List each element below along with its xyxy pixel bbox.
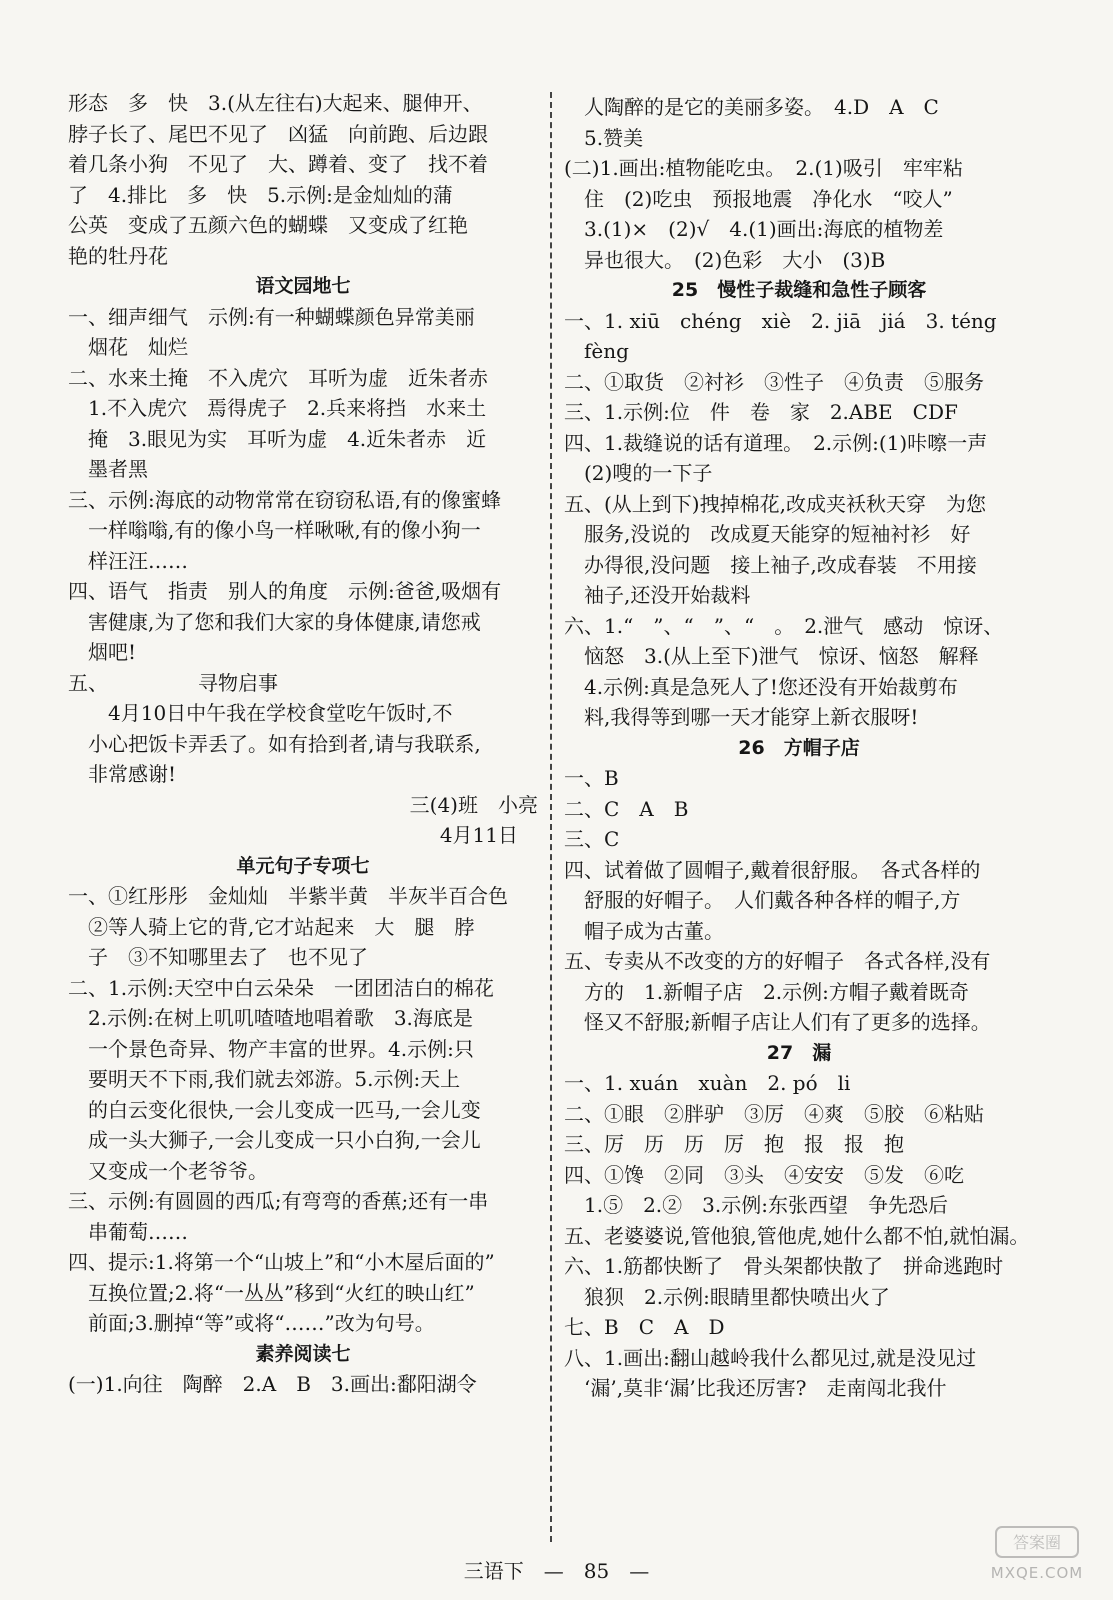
answer-line: 八、1.画出:翻山越岭我什么都见过,就是没见过 (564, 1345, 977, 1370)
answer-line: 一样嗡嗡,有的像小鸟一样啾啾,有的像小狗一 (68, 518, 481, 542)
answer-line: 舒服的好帽子。 人们戴各种各样的帽子,方 (564, 888, 961, 912)
section-heading: 单元句子专项七 (236, 854, 370, 877)
answer-line: 样汪汪…… (68, 548, 188, 573)
answer-line: 2.示例:在树上叽叽喳喳地唱着歌 3.海底是 (68, 1006, 473, 1030)
answer-line: 前面;3.删掉“等”或将“……”改为句号。 (68, 1311, 435, 1335)
answer-line: 二、C A B (564, 796, 689, 821)
answer-line: 了 4.排比 多 快 5.示例:是金灿灿的蒲 (68, 182, 453, 207)
answer-line: 成一头大狮子,一会儿变成一只小白狗,一会儿 (68, 1128, 481, 1152)
answer-line: 子 ③不知哪里去了 也不见了 (68, 945, 368, 969)
watermark-text: MXQE.COM (990, 1564, 1084, 1582)
answer-line: 一、细声细气 示例:有一种蝴蝶颜色异常美丽 (68, 304, 475, 329)
section-heading: 素养阅读七 (255, 1342, 351, 1365)
watermark-badge-icon (995, 1526, 1079, 1558)
answer-line: 三、1.示例:位 件 卷 家 2.ABE CDF (564, 400, 958, 424)
answer-line: 二、水来土掩 不入虎穴 耳听为虚 近朱者赤 (68, 365, 488, 390)
answer-line: 四、提示:1.将第一个“山坡上”和“小木屋后面的” (68, 1250, 495, 1274)
answer-line: 办得很,没问题 接上袖子,改成春装 不用接 (564, 552, 977, 577)
answer-line: (2)嗖的一下子 (564, 461, 713, 485)
answer-line: 艳的牡丹花 (68, 243, 168, 268)
answer-line: 串葡萄…… (68, 1219, 188, 1244)
answer-line: 五、老婆婆说,管他狼,管他虎,她什么都不怕,就怕漏。 (564, 1223, 1030, 1248)
answer-line: 公英 变成了五颜六色的蝴蝶 又变成了红艳 (68, 213, 468, 237)
answer-line: 烟花 灿烂 (68, 335, 188, 359)
answer-line: 烟吧! (68, 640, 137, 664)
answer-line: fèng (564, 339, 629, 363)
answer-line: 4月10日中午我在学校食堂吃午饭时,不 (68, 701, 453, 725)
answer-line: 六、1.筋都快断了 骨头架都快散了 拼命逃跑时 (564, 1254, 1004, 1278)
answer-line: 掩 3.眼见为实 耳听为虚 4.近朱者赤 近 (68, 426, 487, 451)
answer-line: 二、①取货 ②衬衫 ③性子 ④负责 ⑤服务 (564, 369, 984, 394)
right-column (564, 92, 1034, 1404)
answer-line: 小心把饭卡弄丢了。如有拾到者,请与我联系, (68, 731, 481, 756)
answer-line: 的白云变化很快,一会儿变成一匹马,一会儿变 (68, 1097, 481, 1122)
answer-line: 4.示例:真是急死人了!您还没有开始裁剪布 (564, 674, 958, 699)
answer-line: ②等人骑上它的背,它才站起来 大 腿 脖 (68, 914, 475, 939)
answer-line: 怪又不舒服;新帽子店让人们有了更多的选择。 (564, 1010, 991, 1034)
answer-line: 方的 1.新帽子店 2.示例:方帽子戴着既奇 (564, 979, 969, 1004)
answer-line: 1.⑤ 2.② 3.示例:东张西望 争先恐后 (564, 1193, 948, 1217)
page-footer: 三语下 — 85 — (463, 1559, 650, 1583)
answer-line: 墨者黑 (68, 457, 148, 481)
answer-line: 服务,没说的 改成夏天能穿的短袖衬衫 好 (564, 522, 971, 546)
answer-line: 五、专卖从不改变的方的好帽子 各式各样,没有 (564, 949, 991, 973)
answer-line: 非常感谢! (68, 762, 177, 786)
answer-line: 人陶醉的是它的美丽多姿。 4.D A C (564, 95, 939, 119)
answer-line: 恼怒 3.(从上至下)泄气 惊讶、恼怒 解释 (564, 644, 979, 668)
watermark-logo (977, 1526, 1097, 1582)
answer-line: 一个景色奇异、物产丰富的世界。4.示例:只 (68, 1036, 474, 1061)
answer-line: 狼狈 2.示例:眼睛里都快喷出火了 (564, 1284, 890, 1309)
answer-line: 3.(1)× (2)√ 4.(1)画出:海底的植物差 (564, 217, 944, 241)
answer-line: 一、1. xiū chéng xiè 2. jiā jiá 3. téng (564, 308, 997, 333)
answer-line: 五、 寻物启事 (68, 670, 278, 695)
answer-line: 害健康,为了您和我们大家的身体健康,请您戒 (68, 609, 481, 634)
answer-line: 四、1.裁缝说的话有道理。 2.示例:(1)咔嚓一声 (564, 430, 988, 455)
answer-line: 二、①眼 ②胖驴 ③厉 ④爽 ⑤胶 ⑥粘贴 (564, 1101, 984, 1126)
answer-line: 一、B (564, 766, 619, 790)
answer-line: 要明天不下雨,我们就去郊游。5.示例:天上 (68, 1067, 461, 1091)
answer-line: 四、语气 指责 别人的角度 示例:爸爸,吸烟有 (68, 579, 502, 603)
watermark-badge-text: 答案圈 (1012, 1533, 1062, 1552)
answer-line: 三、C (564, 827, 620, 851)
answer-line: 六、1.“ ”、“ ”、“ 。 2.泄气 感动 惊讶、 (564, 613, 1004, 638)
answer-line: 1.不入虎穴 焉得虎子 2.兵来将挡 水来土 (68, 396, 487, 420)
section-heading: 语文园地七 (255, 275, 351, 297)
section-heading: 25 慢性子裁缝和急性子顾客 (671, 279, 927, 301)
answer-line: 形态 多 快 3.(从左往右)大起来、腿伸开、 (68, 91, 483, 115)
answer-line: 5.赞美 (564, 125, 644, 150)
answer-line: 一、①红彤彤 金灿灿 半紫半黄 半灰半百合色 (68, 884, 508, 908)
answer-line: 二、1.示例:天空中白云朵朵 一团团洁白的棉花 (68, 975, 494, 1000)
answer-line: 一、1. xuán xuàn 2. pó li (564, 1071, 851, 1095)
left-column (68, 88, 538, 1400)
answer-line: (一)1.向往 陶醉 2.A B 3.画出:鄱阳湖令 (68, 1372, 477, 1396)
section-heading: 27 漏 (766, 1041, 832, 1064)
answer-line: 三、示例:有圆圆的西瓜;有弯弯的香蕉;还有一串 (68, 1189, 489, 1213)
answer-line: 异也很大。 (2)色彩 大小 (3)B (564, 247, 886, 272)
answer-line: 三(4)班 小亮 (409, 792, 538, 817)
column-divider (550, 92, 552, 1542)
answer-line: 互换位置;2.将“一丛丛”移到“火红的映山红” (68, 1280, 475, 1305)
answer-line: ‘漏’,莫非‘漏’比我还厉害? 走南闯北我什 (564, 1376, 947, 1400)
answer-line: 又变成一个老爷爷。 (68, 1158, 268, 1183)
answer-line: 三、厉 历 历 厉 抱 报 报 抱 (564, 1132, 904, 1156)
answer-line: 脖子长了、尾巴不见了 凶猛 向前跑、后边跟 (68, 121, 488, 146)
answer-line: 4月11日 (439, 823, 538, 847)
answer-line: 四、①馋 ②同 ③头 ④安安 ⑤发 ⑥吃 (564, 1162, 964, 1187)
answer-line: 着几条小狗 不见了 大、蹲着、变了 找不着 (68, 152, 488, 176)
answer-line: 帽子成为古董。 (564, 918, 724, 943)
answer-line: 三、示例:海底的动物常常在窃窃私语,有的像蜜蜂 (68, 487, 502, 512)
answer-line: 袖子,还没开始裁料 (564, 583, 751, 607)
answer-line: 料,我得等到哪一天才能穿上新衣服呀! (564, 705, 919, 729)
answer-line: 住 (2)吃虫 预报地震 净化水 “咬人” (564, 186, 953, 211)
answer-line: (二)1.画出:植物能吃虫。 2.(1)吸引 牢牢粘 (564, 156, 963, 180)
section-heading: 26 方帽子店 (738, 736, 860, 759)
answer-line: 四、试着做了圆帽子,戴着很舒服。 各式各样的 (564, 857, 981, 882)
answer-line: 七、B C A D (564, 1315, 725, 1339)
answer-line: 五、(从上到下)拽掉棉花,改成夹袄秋天穿 为您 (564, 491, 986, 516)
